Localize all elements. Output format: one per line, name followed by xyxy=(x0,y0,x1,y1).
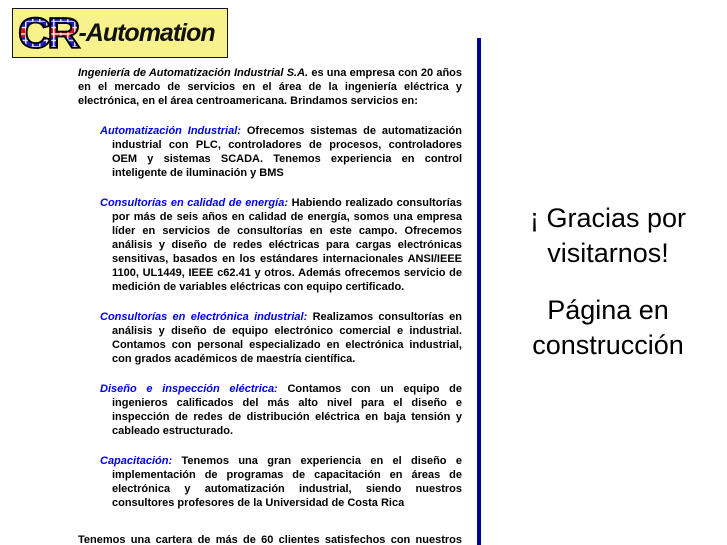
service-title: Diseño e inspección eléctrica: xyxy=(100,383,278,395)
logo-automation-text: -Automation xyxy=(78,18,215,47)
service-title: Consultorías en electrónica industrial: xyxy=(100,311,308,323)
vertical-divider-line xyxy=(477,38,481,545)
service-title: Automatización Industrial: xyxy=(100,125,241,137)
main-content xyxy=(78,66,462,526)
service-body: Ofrecemos sistemas de automatización industrial con PLC, controladores de procesos, controladores OEM y sistemas SCADA. Tenemos experiencia en control inteligente de iluminación y BMS xyxy=(112,125,462,179)
company-name: Ingeniería de Automatización Industrial S.A. xyxy=(78,67,309,79)
clients-paragraph: Tenemos una cartera de más de 60 clientes satisfechos con nuestros xyxy=(78,534,462,545)
cr-automation-logo xyxy=(12,8,228,58)
service-item-calidad-energia xyxy=(78,196,462,294)
intro-paragraph xyxy=(78,66,462,108)
service-item-automatizacion xyxy=(78,124,462,180)
under-construction-message: Página en construcción xyxy=(532,295,684,360)
service-body: Contamos con un equipo de ingenieros calificados del más alto nivel para el diseño e inspección de redes de distribución eléctrica en baja tensión y cableado estructurado. xyxy=(112,383,463,437)
service-item-capacitacion xyxy=(78,454,462,510)
service-body: Habiendo realizado consultorías por más de seis años en calidad de energía, somos una empresa líder en servicios de consultorías en este campo. Ofrecemos análisis y diseño de redes eléctricas para cargas electrónicas sensitivas, basados en los estándares internacionales ANSI/IEEE 1100, UL1449, IEEE c62.41 y otros. Además ofrecemos servicio de medición de variables eléctricas con equipo certificado. xyxy=(112,197,463,293)
intro-body: es una empresa con 20 años en el mercado de servicios en el área de la ingeniería eléctrica y electrónica, en el área centroamericana. Brindamos servicios en: xyxy=(78,67,463,107)
service-body: Tenemos una gran experiencia en el diseño e implementación de programas de capacitación en áreas de electrónica y automatización industrial, siendo nuestros consultores profesores de la Universidad de Costa Rica xyxy=(112,455,462,509)
aside-panel xyxy=(494,201,722,363)
logo-cr-monogram: CR xyxy=(18,9,77,57)
service-item-electronica-industrial xyxy=(78,310,462,366)
service-title: Capacitación: xyxy=(100,455,173,467)
service-body: Realizamos consultorías en análisis y diseño de equipo electrónico comercial e industrial. Contamos con personal especializado en electrónica industrial, con grados académicos de maestría científica. xyxy=(112,311,462,365)
service-title: Consultorías en calidad de energía: xyxy=(100,197,288,209)
service-item-diseno-inspeccion xyxy=(78,382,462,438)
services-list xyxy=(78,124,462,510)
thanks-message: ¡ Gracias por visitarnos! xyxy=(529,203,687,268)
